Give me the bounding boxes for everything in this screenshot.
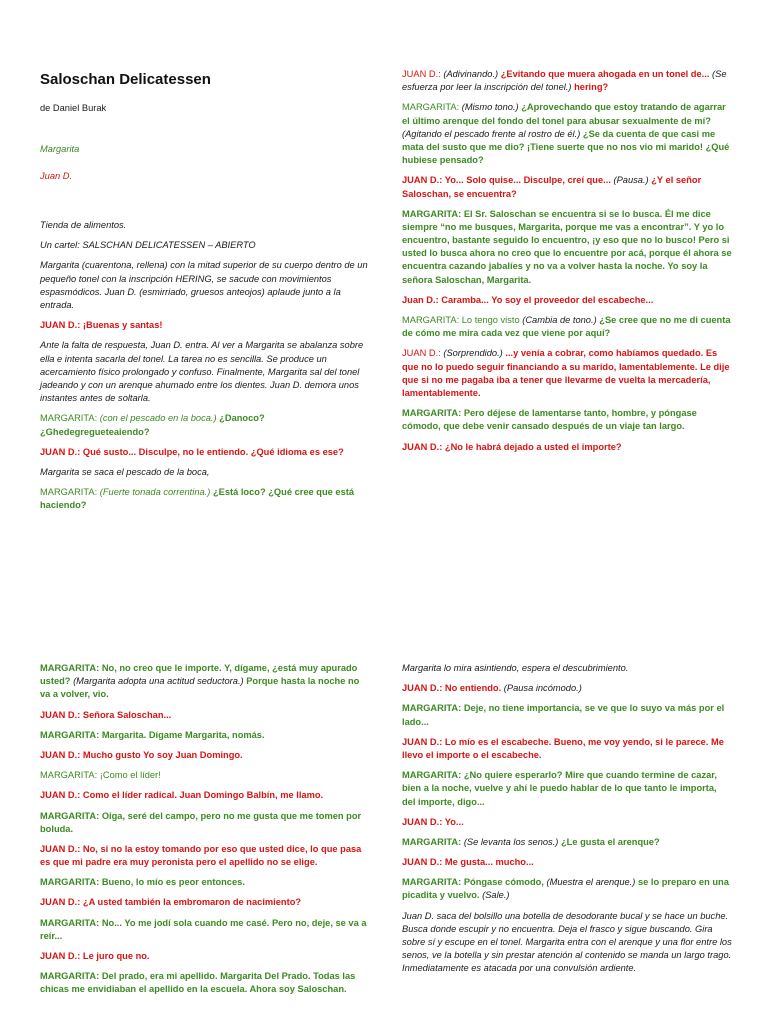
cast-margarita: Margarita <box>40 143 80 154</box>
dialogue-juan: JUAN D.: ¡Buenas y santas! <box>40 320 163 331</box>
dialogue-juan: Juan D.: Caramba... Yo soy el proveedor del escabeche... <box>402 294 654 305</box>
dialogue-juan: JUAN D.: (Adivinando.) ¿Evitando que muera ahogada en un tonel de... (Se esfuerza por leer la inscripción del tonel.) hering? <box>402 69 727 93</box>
stage-direction: Margarita (cuarentona, rellena) con la mitad superior de su cuerpo dentro de un pequeño tonel con la inscripción HERING, se sacude con movimientos espasmódicos. Juan D. (esmirriado, gruesos anteojos) aplaude junto a la entrada. <box>40 260 368 310</box>
dialogue-juan: JUAN D.: Yo... Solo quise... Disculpe, creí que... (Pausa.) ¿Y el señor Saloschan, se encuentra? <box>402 175 702 199</box>
dialogue-margarita: MARGARITA: Lo tengo visto (Cambia de tono.) ¿Se cree que no me di cuenta de cómo me mira cada vez que viene por aquí? <box>402 315 731 339</box>
play-title: Saloschan Delicatessen <box>40 71 211 88</box>
dialogue-margarita: MARGARITA: No... Yo me jodí sola cuando me casé. Pero no, deje, se va a reír... <box>40 917 367 941</box>
dialogue-juan: JUAN D.: (Sorprendido.) ...y venía a cobrar, como habíamos quedado. Es que no lo puedo seguir financiando a su marido, lamentablemente. Le dije que si no me pagaba iba a tener que llevarme de vuelta la mercadería, lamentablemente. <box>402 348 730 398</box>
dialogue-margarita: MARGARITA: El Sr. Saloschan se encuentra si se lo busca. Él me dice siempre “no me busques, Margarita, porque me vas a encontrar”. Y yo lo encuentro, bastante seguido lo encuentro, ¡y eso que no lo busco! Pero si usted lo busca ahora no creo que lo encuentre por acá, porque él ahora se encuentra cazando jabalíes y no va a volver hasta la noche. Yo soy la señora Saloschan, Margarita. <box>402 208 732 285</box>
dialogue-juan: JUAN D.: Le juro que no. <box>40 951 150 961</box>
dialogue-margarita: MARGARITA: Pero déjese de lamentarse tanto, hombre, y póngase cómodo, que debe venir cansado después de un viaje tan largo. <box>402 408 697 432</box>
dialogue-margarita: MARGARITA: Oiga, seré del campo, pero no me gusta que me tomen por boluda. <box>40 810 362 834</box>
dialogue-juan: JUAN D.: Qué susto... Disculpe, no le entiendo. ¿Qué idioma es ese? <box>40 446 344 457</box>
stage-direction: Margarita se saca el pescado de la boca, <box>40 466 210 477</box>
dialogue-margarita: MARGARITA: Póngase cómodo, (Muestra el arenque.) se lo preparo en una picadita y vuelvo. (Sale.) <box>402 877 729 901</box>
dialogue-juan: JUAN D.: ¿No le habrá dejado a usted el importe? <box>402 441 622 452</box>
dialogue-juan: JUAN D.: Yo... <box>402 816 464 827</box>
dialogue-margarita: MARGARITA: (Mismo tono.) ¿Aprovechando que estoy tratando de agarrar el último arenque del fondo del tonel para abusar sexualmente de mí? (Agitando el pescado frente al rostro de él.) ¿Se da cuenta de que casi me mata del susto que me dio? ¡Tiene suerte que no nos vio mi marido! ¿Qué hubiese pensado? <box>402 102 730 166</box>
dialogue-margarita: MARGARITA: Del prado, era mi apellido. Margarita Del Prado. Todas las chicas me envidiaban el apellido en la escuela. Ahora soy Saloschan. <box>40 971 356 995</box>
dialogue-margarita: MARGARITA: Bueno, lo mío es peor entonces. <box>40 877 245 888</box>
dialogue-juan: JUAN D.: Como el líder radical. Juan Domingo Balbín, me llamo. <box>40 790 324 801</box>
stage-direction: Un cartel: SALSCHAN DELICATESSEN – ABIERTO <box>40 240 256 251</box>
stage-direction: Juan D. saca del bolsillo una botella de desodorante bucal y se hace un buche. Busca donde escupir y no encuentra. Deja el frasco y sigue buscando. Gira sobre sí y escupe en el tonel. Margarita entra con el arenque y una flor entre los senos, ve la botella y sin prestar atención al contenido se manda un largo trago. Inmediatamente es atacada por una convulsión ardiente. <box>402 910 732 974</box>
dialogue-margarita: MARGARITA: (Fuerte tonada correntina.) ¿Está loco? ¿Qué cree que está haciendo? <box>40 487 354 511</box>
column-3 <box>40 662 370 1004</box>
dialogue-margarita: MARGARITA: No, no creo que le importe. Y, dígame, ¿está muy apurado usted? (Margarita adopta una actitud seductora.) Porque hasta la noche no va a volver, vio. <box>40 663 360 700</box>
dialogue-margarita: MARGARITA: Margarita. Dígame Margarita, nomás. <box>40 729 265 740</box>
dialogue-margarita: MARGARITA: (Se levanta los senos.) ¿Le gusta el arenque? <box>402 836 660 847</box>
play-author: de Daniel Burak <box>40 102 107 113</box>
cast-juan: Juan D. <box>40 170 73 181</box>
dialogue-juan: JUAN D.: ¿A usted también la embromaron de nacimiento? <box>40 897 302 908</box>
column-4 <box>402 662 732 983</box>
dialogue-margarita: MARGARITA: ¿No quiere esperarlo? Mire que cuando termine de cazar, bien a la noche, vuelve y ahí le puedo hablar de lo que tanto le importa, del importe, digo... <box>402 770 717 807</box>
column-1 <box>40 70 370 519</box>
dialogue-juan: JUAN D.: Mucho gusto Yo soy Juan Domingo. <box>40 749 243 760</box>
dialogue-margarita: MARGARITA: Deje, no tiene importancia, se ve que lo suyo va más por el lado... <box>402 703 725 727</box>
dialogue-juan: JUAN D.: No, si no la estoy tomando por eso que usted dice, lo que pasa es que mi padre era muy peronista pero el apellido no se elige. <box>40 843 362 868</box>
dialogue-juan: JUAN D.: Me gusta... mucho... <box>402 857 534 868</box>
column-2 <box>402 68 732 461</box>
stage-direction: Ante la falta de respuesta, Juan D. entra. Al ver a Margarita se abalanza sobre ella e intenta sacarla del tonel. La tarea no es sencilla. Se produce un acercamiento físico prolongado y confuso. Finalmente, Margarita sal del tonel jadeando y con un arenque ahumado entre los dientes. Juan D. demora unos instantes antes de soltarla. <box>40 340 364 404</box>
stage-direction: Margarita lo mira asintiendo, espera el descubrimiento. <box>402 663 629 673</box>
dialogue-margarita: MARGARITA: ¡Como el líder! <box>40 770 161 781</box>
dialogue-juan: JUAN D.: Señora Saloschan... <box>40 709 172 720</box>
dialogue-juan: JUAN D.: Lo mío es el escabeche. Bueno, me voy yendo, si le parece. Me llevo el importe o el escabeche. <box>402 736 724 760</box>
dialogue-juan: JUAN D.: No entiendo. (Pausa incómodo.) <box>402 683 582 694</box>
stage-direction: Tienda de alimentos. <box>40 220 127 231</box>
dialogue-margarita: MARGARITA: (con el pescado en la boca.) ¿Danoco? ¿Ghedegregueteaiendo? <box>40 413 265 437</box>
